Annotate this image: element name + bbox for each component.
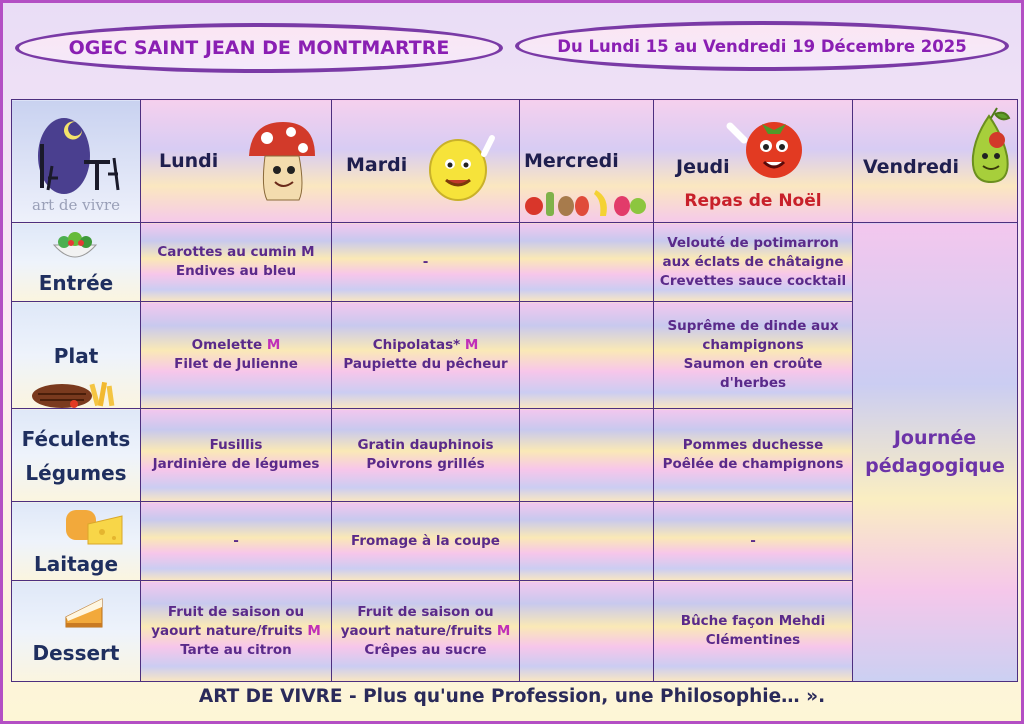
- cell-jeudi-dessert: [654, 581, 853, 682]
- cell-mercredi-entree: [520, 223, 654, 302]
- footer-slogan: ART DE VIVRE - Plus qu'une Profession, une Philosophie… ».: [198, 686, 826, 707]
- jeudi-plat-2: champignons: [702, 337, 804, 353]
- label-feculents: Féculents: [21, 427, 131, 451]
- lundi-plat-2: Filet de Julienne: [174, 356, 298, 372]
- mardi-laitage: Fromage à la coupe: [351, 532, 500, 549]
- cell-mercredi-feculents: [520, 409, 654, 502]
- cell-lundi-dessert: [141, 581, 332, 682]
- lundi-dessert-3: Tarte au citron: [180, 641, 292, 658]
- cell-lundi-laitage: [141, 502, 332, 581]
- day-vendredi: Vendredi: [863, 156, 960, 178]
- steak-fries-icon: [30, 378, 126, 408]
- cell-mardi-feculents: [332, 409, 520, 502]
- row-label-feculents: [12, 409, 141, 502]
- cell-lundi-plat: [141, 302, 332, 409]
- cell-mardi-entree: [332, 223, 520, 302]
- lundi-plat-1: Omelette: [191, 337, 263, 353]
- cheese-icon: [62, 504, 126, 548]
- jeudi-fec-2: Poêlée de champignons: [662, 456, 844, 472]
- period-text: Du Lundi 15 au Vendredi 19 Décembre 2025: [557, 36, 967, 56]
- jeudi-laitage: -: [750, 532, 756, 549]
- restaurant-logo-icon: [22, 108, 128, 200]
- salad-bowl-icon: [50, 229, 100, 265]
- cell-vendredi: [853, 223, 1018, 682]
- day-header-vendredi: [853, 100, 1018, 223]
- pie-slice-icon: [62, 593, 106, 633]
- cell-jeudi-plat: [654, 302, 853, 409]
- vegetables-row-icon: [524, 184, 648, 218]
- cell-mardi-dessert: [332, 581, 520, 682]
- cell-mercredi-laitage: [520, 502, 654, 581]
- school-name-badge: [15, 23, 503, 73]
- cell-lundi-entree: [141, 223, 332, 302]
- mardi-plat-2: Paupiette du pêcheur: [343, 356, 508, 372]
- label-laitage: Laitage: [33, 552, 119, 576]
- lundi-dessert-m: M: [307, 622, 321, 639]
- lundi-laitage: -: [233, 532, 239, 549]
- cell-mercredi-plat: [520, 302, 654, 409]
- jeudi-dessert-1: Bûche façon Mehdi: [680, 613, 826, 629]
- mardi-plat-1: Chipolatas*: [372, 337, 461, 353]
- mardi-dessert-3: Crêpes au sucre: [364, 641, 487, 658]
- special-meal-label: Repas de Noël: [684, 191, 822, 211]
- day-header-mercredi: [520, 100, 654, 223]
- lundi-entree-2: Endives au bleu: [175, 263, 297, 279]
- cell-jeudi-laitage: [654, 502, 853, 581]
- mushroom-mascot-icon: [243, 118, 321, 206]
- lundi-fec-2: Jardinière de légumes: [152, 456, 320, 472]
- lundi-fec-1: Fusillis: [209, 437, 263, 453]
- row-label-entree: [12, 223, 141, 302]
- period-badge: [515, 21, 1009, 71]
- jeudi-plat-4: d'herbes: [719, 375, 787, 391]
- label-legumes: Légumes: [25, 461, 127, 485]
- cell-mardi-plat: [332, 302, 520, 409]
- jeudi-dessert-2: Clémentines: [705, 632, 801, 648]
- mardi-dessert-m: M: [496, 622, 511, 639]
- label-entree: Entrée: [38, 271, 114, 295]
- cell-mardi-laitage: [332, 502, 520, 581]
- day-header-lundi: [141, 100, 332, 223]
- jeudi-entree-2: aux éclats de châtaigne: [662, 253, 844, 270]
- lundi-entree-1: Carottes au cumin M: [157, 244, 315, 260]
- row-label-dessert: [12, 581, 141, 682]
- day-mercredi: Mercredi: [524, 150, 619, 172]
- day-header-mardi: [332, 100, 520, 223]
- day-mardi: Mardi: [346, 154, 408, 176]
- tomato-mascot-icon: [720, 110, 806, 184]
- entree-row: [12, 223, 1018, 302]
- mardi-fec-1: Gratin dauphinois: [357, 437, 494, 453]
- mardi-dessert-1: Fruit de saison ou: [357, 603, 494, 620]
- day-header-jeudi: [654, 100, 853, 223]
- row-label-laitage: [12, 502, 141, 581]
- jeudi-plat-3: Saumon en croûte: [683, 356, 823, 372]
- vendredi-pedagogique: pédagogique: [865, 455, 1005, 477]
- jeudi-plat-1: Suprême de dinde aux: [667, 318, 839, 334]
- lemon-mascot-icon: [422, 126, 498, 208]
- cell-lundi-feculents: [141, 409, 332, 502]
- mardi-dessert-2: yaourt nature/fruits: [340, 622, 493, 639]
- lundi-dessert-1: Fruit de saison ou: [167, 603, 305, 620]
- logo-text: art de vivre: [32, 196, 120, 214]
- lundi-dessert-2: yaourt nature/fruits: [151, 622, 303, 639]
- mardi-plat-m: M: [464, 337, 479, 353]
- jeudi-entree-3: Crevettes sauce cocktail: [659, 272, 847, 289]
- cell-jeudi-feculents: [654, 409, 853, 502]
- weekly-menu-table: [11, 99, 1018, 682]
- lundi-plat-m: M: [266, 337, 281, 353]
- mardi-entree: -: [422, 253, 429, 270]
- label-plat: Plat: [53, 344, 99, 368]
- day-jeudi: Jeudi: [676, 156, 730, 178]
- cell-mercredi-dessert: [520, 581, 654, 682]
- jeudi-entree-1: Velouté de potimarron: [667, 234, 839, 251]
- cell-jeudi-entree: [654, 223, 853, 302]
- row-label-plat: [12, 302, 141, 409]
- pear-mascot-icon: [961, 106, 1017, 186]
- days-header-row: [12, 100, 1018, 223]
- jeudi-fec-1: Pommes duchesse: [682, 437, 824, 453]
- logo-cell: [12, 100, 141, 223]
- label-dessert: Dessert: [32, 641, 120, 665]
- school-name: OGEC SAINT JEAN DE MONTMARTRE: [68, 37, 450, 59]
- day-lundi: Lundi: [159, 150, 219, 172]
- mardi-fec-2: Poivrons grillés: [366, 456, 485, 472]
- vendredi-journee: Journée: [893, 427, 977, 449]
